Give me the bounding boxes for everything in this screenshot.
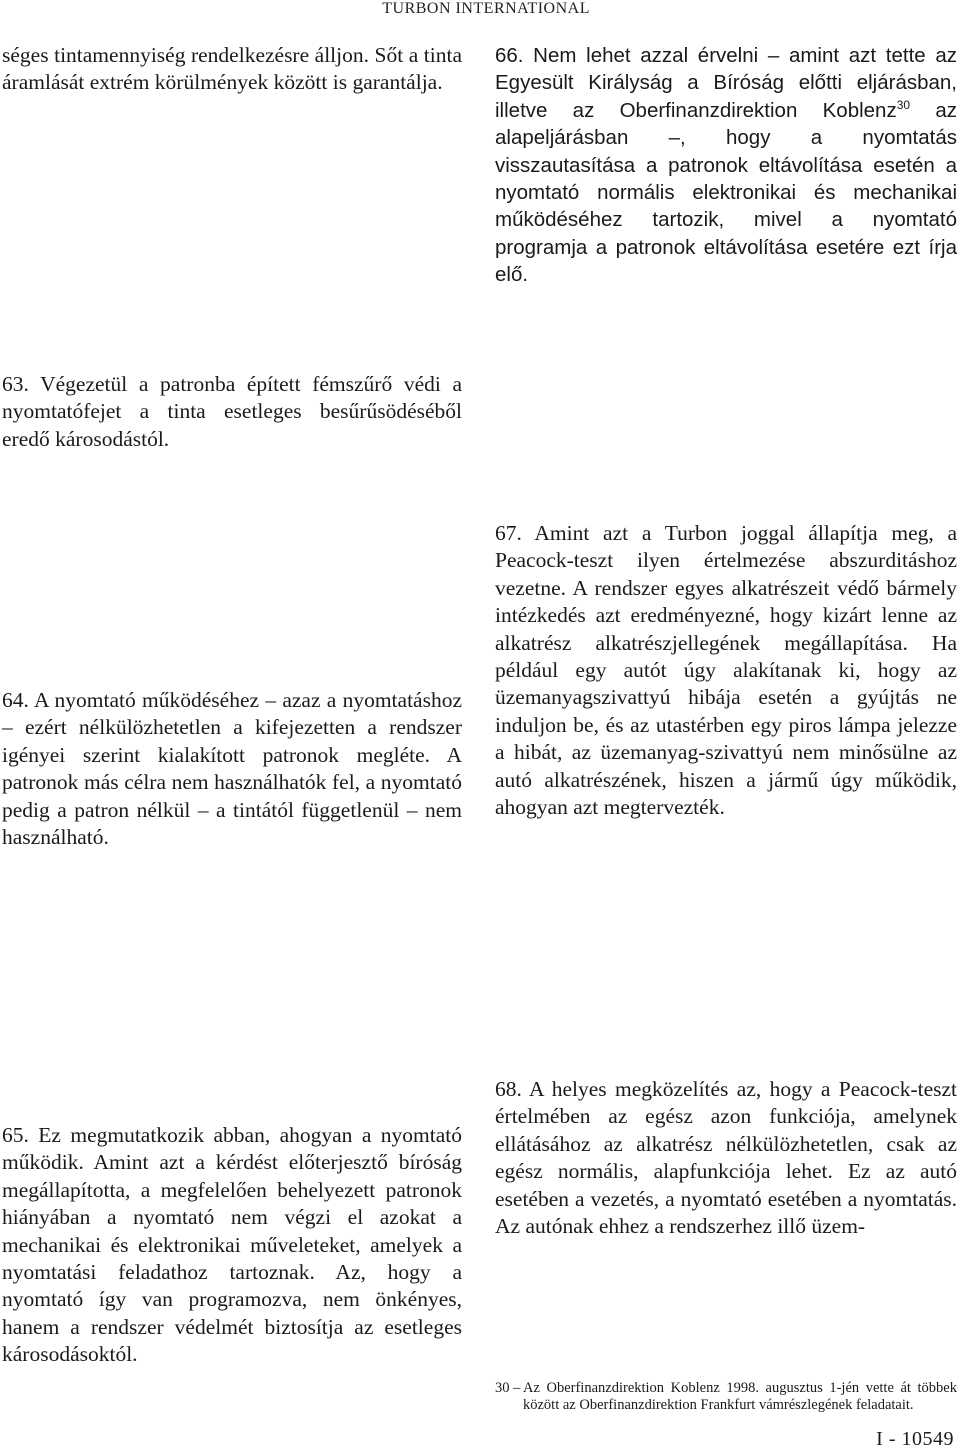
running-header: TURBON INTERNATIONAL bbox=[382, 0, 590, 17]
footnote-number: 30 – bbox=[495, 1380, 521, 1396]
paragraph-67: 67. Amint azt a Turbon joggal állapítja meg, a Peacock-teszt ilyen értelmezése abszurditáshoz vezetne. A rendszer egyes alkatrészeit védő bármely intézkedés azt eredményezné, hogy kizárt lenne az alkatrész alkatrészjellegének megállapítása. Ha például egy autót úgy alakítanak ki, hogy az üzemanyagszivattyú hibája esetén a gyújtás ne induljon be, és az utastérben egy piros lámpa jelezze a hibát, az üzemanyag-szivattyú nem minősülne az autó alkatrészének, hiszen a jármű úgy működik, ahogyan azt megtervezték. bbox=[495, 521, 957, 820]
footnote-30 bbox=[495, 1380, 957, 1414]
page-number: I - 10549 bbox=[876, 1428, 954, 1450]
paragraph-64: 64. A nyomtató működéséhez – azaz a nyomtatáshoz – ezért nélkülözhetetlen a kifejezetten a rendszer igényei szerint kialakított patronok megléte. A patronok más célra nem használhatók fel, a nyomtató pedig a patron nélkül – a tintától függetlenül – nem használható. bbox=[2, 688, 462, 850]
paragraph-66 bbox=[495, 42, 957, 289]
paragraph-63: 63. Végezetül a patronba épített fémszűrő védi a nyomtatófejet a tinta esetleges besűrűsödéséből eredő károsodástól. bbox=[2, 372, 462, 451]
paragraph-66-text-b: az alapeljárásban –, hogy a nyomtatás visszautasítása a patronok eltávolítása esetén a nyomtató normális elektronikai és mechanikai működéséhez tartozik, mivel a nyomtató programja a patronok eltávolítása esetére ezt írja elő. bbox=[495, 98, 957, 287]
footnote-ref-30: 30 bbox=[896, 97, 911, 112]
paragraph-68: 68. A helyes megközelítés az, hogy a Peacock-teszt értelmében az egész azon funkciója, amelynek ellátásához az alkatrész nélkülözhetetlen, csak az egész normális, alapfunkciója lehet. Ez az autó esetében a vezetés, a nyomtató esetében a nyomtatás. Az autónak ehhez a rendszerhez illő üzem- bbox=[495, 1077, 957, 1239]
paragraph-65: 65. Ez megmutatkozik abban, ahogyan a nyomtató működik. Amint azt a kérdést előterjesztő bíróság megállapította, a megfelelően behelyezett patronok hiányában a nyomtató nem végzi el azokat a mechanikai és elektronikai műveleteket, amelyek a nyomtatási feladathoz tartoznak. Az, hogy a nyomtató így van programozva, nem önkényes, hanem a rendszer védelmét biztosítja az esetleges károsodásoktól. bbox=[2, 1123, 462, 1367]
paragraph-66-text-a: 66. Nem lehet azzal érvelni – amint azt tette az Egyesült Királyság a Bíróság előtti eljárásban, illetve az Oberfinanzdirektion Koblenz bbox=[495, 44, 957, 122]
paragraph-62-continuation: séges tintamennyiség rendelkezésre álljon. Sőt a tinta áramlását extrém körülmények között is garantálja. bbox=[2, 43, 462, 95]
footnote-text: Az Oberfinanzdirektion Koblenz 1998. augusztus 1-jén vette át többek között az Oberfinanzdirektion Frankfurt vámrészlegének feladatait. bbox=[523, 1380, 957, 1413]
